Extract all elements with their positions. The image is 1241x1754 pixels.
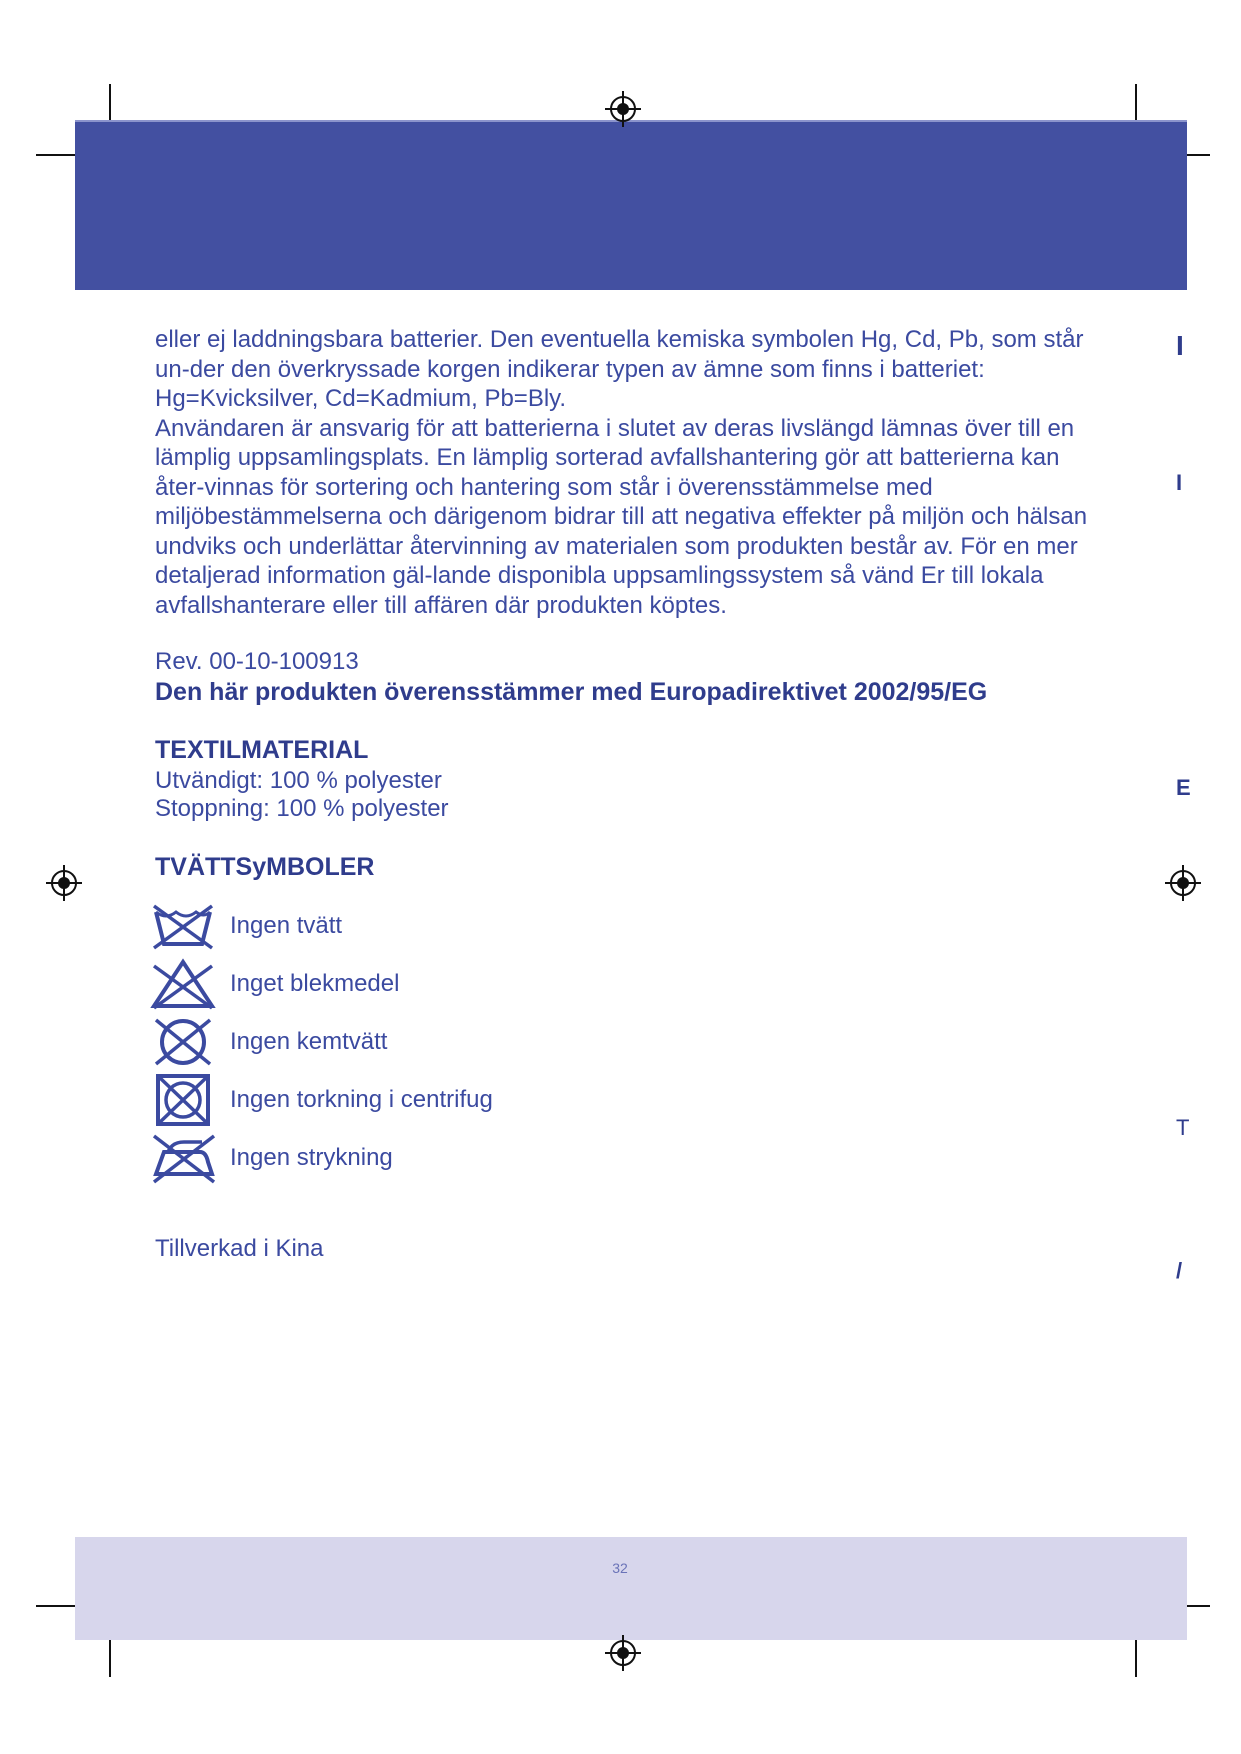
no-bleach-icon	[150, 958, 216, 1010]
revision-number: Rev. 00-10-100913	[155, 648, 359, 675]
wash-symbol-label: Ingen torkning i centrifug	[230, 1086, 493, 1113]
body-paragraph: eller ej laddningsbara batterier. Den eventuella kemiska symbolen Hg, Cd, Pb, som står un-der den överkryssade korgen indikerar typen av ämne som finns i batteriet: Hg=Kvicksilver, Cd=Kadmium, Pb=Bly.	[155, 326, 1084, 412]
battery-disposal-text	[155, 325, 1100, 620]
wash-symbol-label: Ingen strykning	[230, 1144, 393, 1171]
country-of-origin: Tillverkad i Kina	[155, 1235, 324, 1262]
wash-symbol-row	[150, 1132, 650, 1190]
bleed-fragment: I	[1176, 330, 1184, 361]
wash-symbol-row	[150, 1074, 650, 1132]
wash-symbol-row	[150, 1016, 650, 1074]
wash-symbol-row	[150, 958, 650, 1016]
wash-symbols-heading: TVÄTTSyMBOLER	[155, 853, 375, 881]
wash-symbol-row	[150, 900, 650, 958]
textile-heading: TEXTILMATERIAL	[155, 736, 369, 764]
wash-symbol-label: Ingen kemtvätt	[230, 1028, 388, 1055]
no-wash-icon	[150, 900, 216, 952]
compliance-statement: Den här produkten överensstämmer med Europadirektivet 2002/95/EG	[155, 678, 988, 706]
wash-symbol-label: Ingen tvätt	[230, 912, 343, 939]
no-tumble-dry-icon	[150, 1074, 216, 1126]
registration-mark-icon	[603, 1633, 643, 1673]
registration-mark-icon	[44, 863, 84, 903]
bleed-fragment: E	[1176, 775, 1191, 800]
bleed-fragment: I	[1176, 470, 1183, 495]
textile-outer: Utvändigt: 100 % polyester	[155, 767, 442, 794]
textile-filling: Stoppning: 100 % polyester	[155, 795, 449, 822]
footer-band	[75, 1537, 1187, 1640]
bleed-fragment: T	[1176, 1115, 1190, 1140]
registration-mark-icon	[1163, 863, 1203, 903]
no-dry-clean-icon	[150, 1016, 216, 1068]
no-iron-icon	[150, 1132, 216, 1184]
registration-mark-icon	[603, 89, 643, 129]
bleed-fragment: /	[1176, 1258, 1183, 1283]
body-paragraph: Användaren är ansvarig för att batterierna i slutet av deras livslängd lämnas över till en lämplig uppsamlingsplats. En lämplig sorterad avfallshantering gör att batterierna kan åter-vinnas för sortering och hantering som står i överensstämmelse med miljöbestämmelserna och därigenom bidrar till att negativa effekter på miljön och hälsan undviks och underlättar återvinning av materialen som produkten består av. För en mer detaljerad information gäl-lande disponibla uppsamlingssystem så vänd Er till lokala avfallshanterare eller till affären där produkten köptes.	[155, 414, 1088, 619]
wash-symbol-label: Inget blekmedel	[230, 970, 400, 997]
header-band	[75, 122, 1187, 290]
page-number: 32	[612, 1560, 628, 1576]
